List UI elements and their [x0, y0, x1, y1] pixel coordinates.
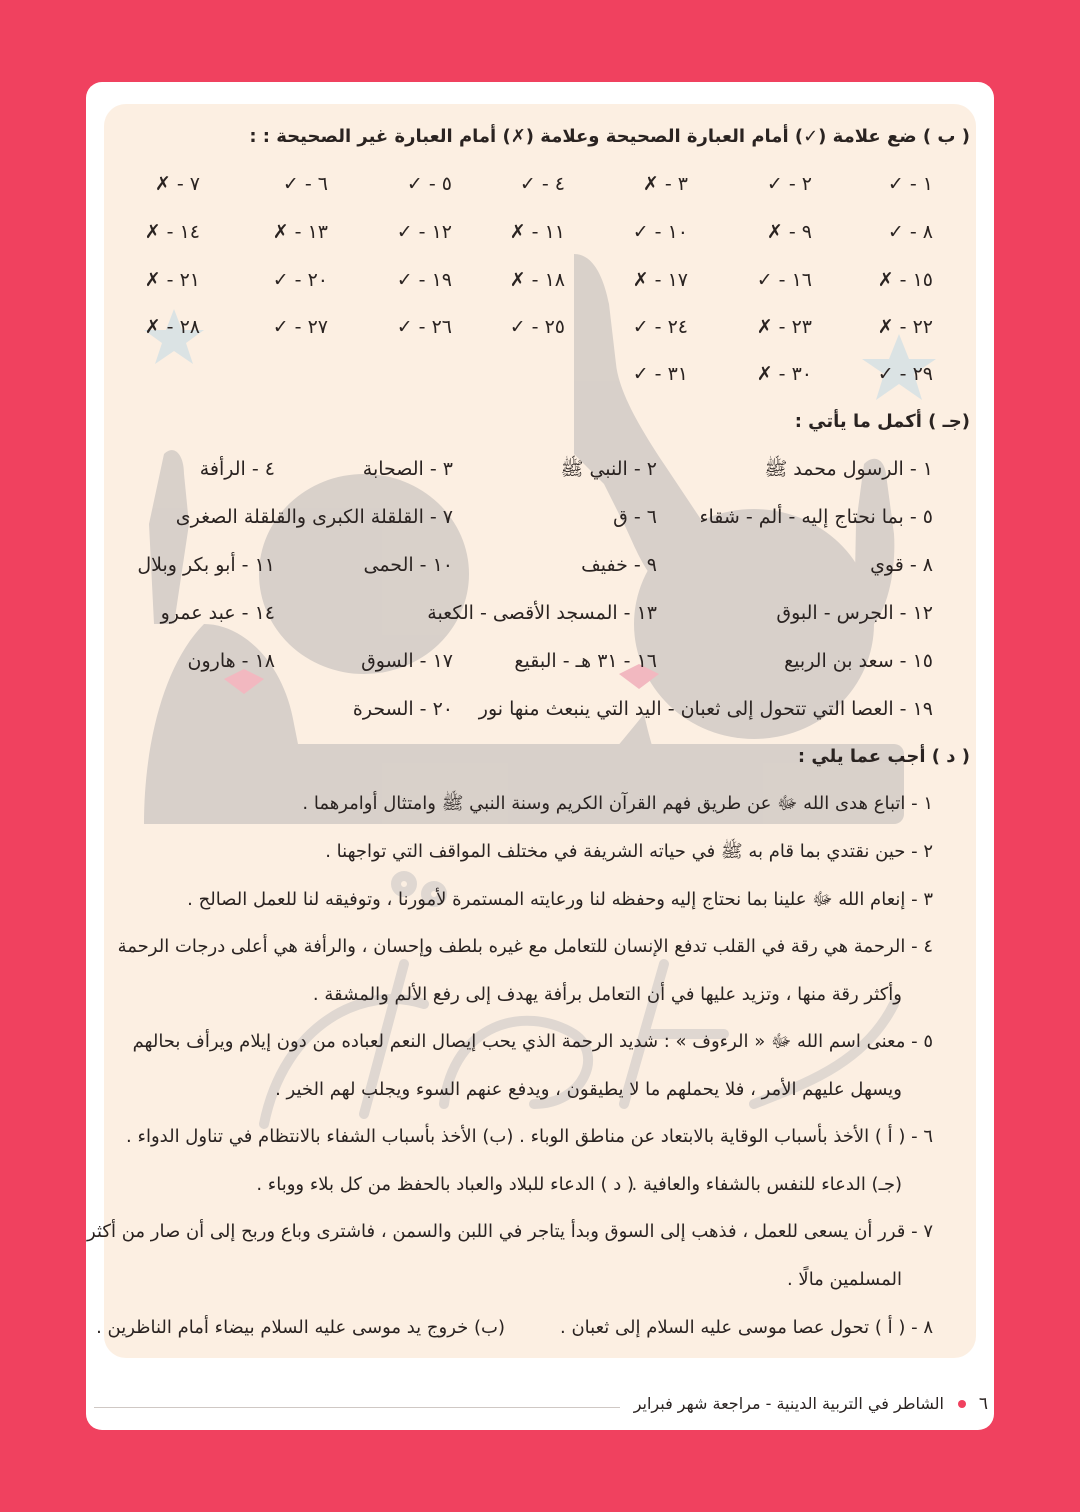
complete-item: ١٨ - هارون	[187, 650, 275, 672]
watermark-illustration	[104, 104, 976, 1358]
complete-item: ٢ - النبي ﷺ	[560, 458, 657, 480]
complete-item: ١٧ - السوق	[361, 650, 453, 672]
complete-item: ١ - الرسول محمد ﷺ	[764, 458, 933, 480]
true-false-answer: ١٥ - ✗	[877, 269, 933, 291]
complete-item: ٥ - بما نحتاج إليه - ألم - شقاء	[699, 506, 933, 528]
answer-line-4a: ٤ - الرحمة هي رقة في القلب تدفع الإنسان للتعامل مع غيره بلطف وإحسان ، والرأفة هي أعلى درجات الرحمة	[117, 936, 933, 957]
true-false-answer: ١٤ - ✗	[144, 221, 200, 243]
true-false-answer: ١١ - ✗	[509, 221, 565, 243]
true-false-answer: ٩ - ✗	[766, 221, 812, 243]
complete-item: ١٦ - ٣١ هـ - البقيع	[514, 650, 657, 672]
true-false-answer: ١٢ - ✓	[396, 221, 452, 243]
true-false-answer: ١٣ - ✗	[272, 221, 328, 243]
section-c-title: (جـ ) أكمل ما يأتي :	[794, 411, 970, 432]
complete-item: ١٥ - سعد بن الربيع	[784, 650, 933, 672]
answer-line-2: ٢ - حين نقتدي بما قام به ﷺ في حياته الشريفة في مختلف المواقف التي تواجهنا .	[325, 841, 933, 862]
section-d-title: ( د ) أجب عما يلي :	[797, 746, 970, 767]
true-false-answer: ٢ - ✓	[766, 173, 812, 195]
answer-line-6b2: ( د ) الدعاء للبلاد والعباد بالحفظ من كل بلاء ووباء .	[256, 1174, 634, 1195]
true-false-answer: ٨ - ✓	[887, 221, 933, 243]
answer-panel	[104, 104, 976, 1358]
true-false-answer: ٧ - ✗	[154, 173, 200, 195]
true-false-answer: ٢١ - ✗	[144, 269, 200, 291]
true-false-answer: ٢٩ - ✓	[877, 363, 933, 385]
complete-item: ١١ - أبو بكر وبلال	[137, 554, 275, 576]
answer-line-4b: وأكثر رقة منها ، وتزيد عليها في أن التعامل برأفة يهدف إلى رفع الألم والمشقة .	[312, 984, 902, 1005]
complete-item: ٧ - القلقلة الكبرى والقلقلة الصغرى	[175, 506, 453, 528]
answer-line-5b: ويسهل عليهم الأمر ، فلا يحملهم ما لا يطيقون ، ويدفع عنهم السوء ويجلب لهم الخير .	[275, 1079, 902, 1100]
true-false-answer: ٢٤ - ✓	[632, 316, 688, 338]
complete-item: ٣ - الصحابة	[362, 458, 453, 480]
complete-item: ١٩ - العصا التي تتحول إلى ثعبان - اليد التي ينبعث منها نور	[478, 698, 933, 720]
answer-line-8b: (ب) خروج يد موسى عليه السلام بيضاء أمام الناظرين .	[96, 1317, 505, 1338]
complete-item: ١٤ - عبد عمرو	[160, 602, 275, 624]
true-false-answer: ٢٢ - ✗	[877, 316, 933, 338]
true-false-answer: ٢٧ - ✓	[272, 316, 328, 338]
true-false-answer: ٢٨ - ✗	[144, 316, 200, 338]
answer-line-5a: ٥ - معنى اسم الله ﷻ « الرءوف » : شديد الرحمة الذي يحب إيصال النعم لعباده من دون إيلام ويرأف بحالهم	[132, 1031, 933, 1052]
complete-item: ١٣ - المسجد الأقصى - الكعبة	[427, 602, 657, 624]
true-false-answer: ٢٣ - ✗	[756, 316, 812, 338]
true-false-answer: ١٩ - ✓	[396, 269, 452, 291]
footer-title: الشاطر في التربية الدينية - مراجعة شهر فبراير	[633, 1394, 944, 1413]
true-false-answer: ٦ - ✓	[282, 173, 328, 195]
page-number: ٦	[978, 1394, 988, 1414]
answer-line-7a: ٧ - قرر أن يسعى للعمل ، فذهب إلى السوق وبدأ يتاجر في اللبن والسمن ، فاشترى وباع وربح إلى أن صار من أكثر	[87, 1221, 933, 1242]
true-false-answer: ٣ - ✗	[642, 173, 688, 195]
complete-item: ٨ - قوي	[870, 554, 933, 576]
true-false-answer: ٤ - ✓	[519, 173, 565, 195]
complete-item: ٢٠ - السحرة	[352, 698, 453, 720]
true-false-answer: ٥ - ✓	[406, 173, 452, 195]
true-false-answer: ٣٠ - ✗	[756, 363, 812, 385]
answer-line-7b: المسلمين مالًا .	[786, 1269, 902, 1290]
true-false-answer: ٢٠ - ✓	[272, 269, 328, 291]
true-false-answer: ٢٥ - ✓	[509, 316, 565, 338]
complete-item: ٤ - الرأفة	[199, 458, 275, 480]
true-false-answer: ٣١ - ✓	[632, 363, 688, 385]
answer-line-6a: ٦ - ( أ ) الأخذ بأسباب الوقاية بالابتعاد عن مناطق الوباء . (ب) الأخذ بأسباب الشفاء بالانتظام في تناول الدواء .	[126, 1126, 933, 1147]
complete-item: ٩ - خفيف	[581, 554, 657, 576]
true-false-answer: ١٠ - ✓	[632, 221, 688, 243]
footer-rule	[94, 1407, 620, 1408]
answer-line-8a: ٨ - ( أ ) تحول عصا موسى عليه السلام إلى ثعبان .	[560, 1317, 933, 1338]
section-b-title: ( ب ) ضع علامة (✓) أمام العبارة الصحيحة وعلامة (✗) أمام العبارة غير الصحيحة : :	[249, 126, 970, 147]
complete-item: ١٠ - الحمى	[363, 554, 453, 576]
complete-item: ١٢ - الجرس - البوق	[776, 602, 933, 624]
true-false-answer: ٢٦ - ✓	[396, 316, 452, 338]
footer-bullet	[958, 1400, 966, 1408]
true-false-answer: ١٦ - ✓	[756, 269, 812, 291]
true-false-answer: ١ - ✓	[887, 173, 933, 195]
true-false-answer: ١٧ - ✗	[632, 269, 688, 291]
answer-line-1: ١ - اتباع هدى الله ﷻ عن طريق فهم القرآن الكريم وسنة النبي ﷺ وامتثال أوامرهما .	[302, 793, 933, 814]
answer-line-3: ٣ - إنعام الله ﷻ علينا بما نحتاج إليه وحفظه لنا ورعايته المستمرة لأمورنا ، وتوفيقه لنا للعمل الصالح .	[187, 889, 933, 910]
true-false-answer: ١٨ - ✗	[509, 269, 565, 291]
answer-line-6b1: (جـ) الدعاء للنفس بالشفاء والعافية .	[631, 1174, 902, 1195]
complete-item: ٦ - ق	[613, 506, 657, 528]
